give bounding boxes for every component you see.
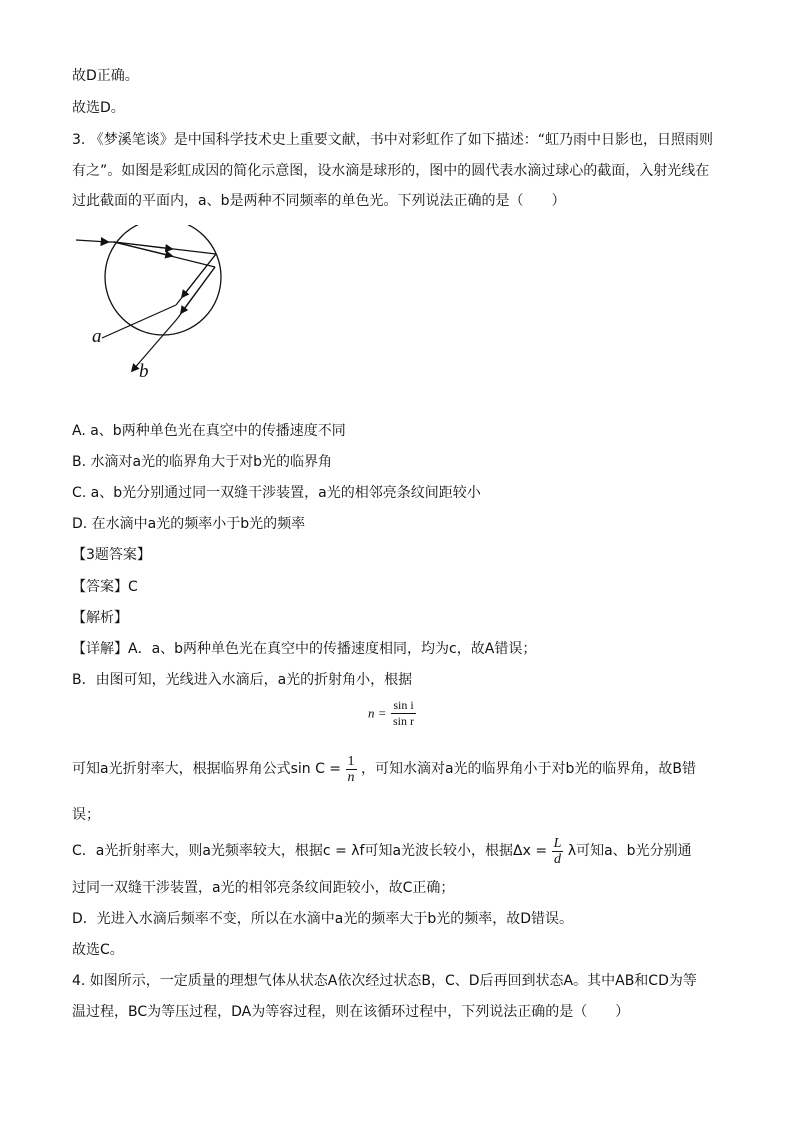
q3-stem-line2: 有之”。如图是彩虹成因的简化示意图，设水滴是球形的，图中的圆代表水滴过球心的截面，入射光线在 (72, 163, 710, 179)
droplet-circle (105, 225, 221, 335)
q3-option-b: B. 水滴对a光的临界角大于对b光的临界角 (72, 454, 332, 470)
detail-line-b1: B．由图可知，光线进入水滴后，a光的折射角小，根据 (72, 672, 413, 688)
incident-ray (76, 240, 108, 242)
q3-stem-line3: 过此截面的平面内，a、b是两种不同频率的单色光。下列说法正确的是（ ） (72, 193, 566, 209)
prev-choice: 故选D。 (72, 100, 125, 116)
detail-line-b2: 可知a光折射率大，根据临界角公式sin C = $\frac{1}{n}$ ，可知水滴对a光的临界角小于对b光的临界角，故B错 (72, 753, 697, 785)
q3-conclusion: 故选C。 (72, 942, 124, 958)
label-a: a (92, 326, 102, 347)
answer-header: 【3题答案】 (72, 547, 151, 563)
detail-line-c2: 过同一双缝干涉装置，a光的相邻亮条纹间距较小，故C正确； (72, 880, 455, 896)
detail-line-a: 【详解】A．a、b两种单色光在真空中的传播速度相同，均为c，故A错误； (72, 641, 537, 657)
prev-conclusion-d: 故D正确。 (72, 68, 139, 84)
q3-option-a: A. a、b两种单色光在真空中的传播速度不同 (72, 423, 346, 439)
label-b: b (139, 361, 149, 382)
q4-stem-line1: 4. 如图所示，一定质量的理想气体从状态A依次经过状态B，C、D后再回到状态A。其中AB和CD为等 (72, 973, 697, 989)
analysis-header: 【解析】 (72, 610, 128, 626)
rainbow-droplet-figure (72, 225, 232, 385)
q3-stem-line1: 3. 《梦溪笔谈》是中国科学技术史上重要文献，书中对彩虹作了如下描述：“虹乃雨中日影也，日照雨则 (72, 132, 714, 148)
detail-line-b3: 误； (72, 807, 100, 823)
q3-option-c: C. a、b光分别通过同一双缝干涉装置，a光的相邻亮条纹间距较小 (72, 485, 481, 501)
snell-formula: n = $\frac{\text{sin i}}{\text{sin r}}$ (368, 698, 414, 728)
detail-line-d: D．光进入水滴后频率不变，所以在水滴中a光的频率大于b光的频率，故D错误。 (72, 911, 574, 927)
answer-line: 【答案】C (72, 579, 138, 595)
detail-line-c1: C．a光折射率大，则a光频率较大，根据c = λf可知a光波长较小，根据Δx = $\frac{L}{d}$ λ可知a、b光分别通 (72, 835, 692, 867)
q3-option-d: D. 在水滴中a光的频率小于b光的频率 (72, 516, 306, 532)
q4-stem-line2: 温过程，BC为等压过程，DA为等容过程，则在该循环过程中，下列说法正确的是（ ） (72, 1004, 630, 1020)
